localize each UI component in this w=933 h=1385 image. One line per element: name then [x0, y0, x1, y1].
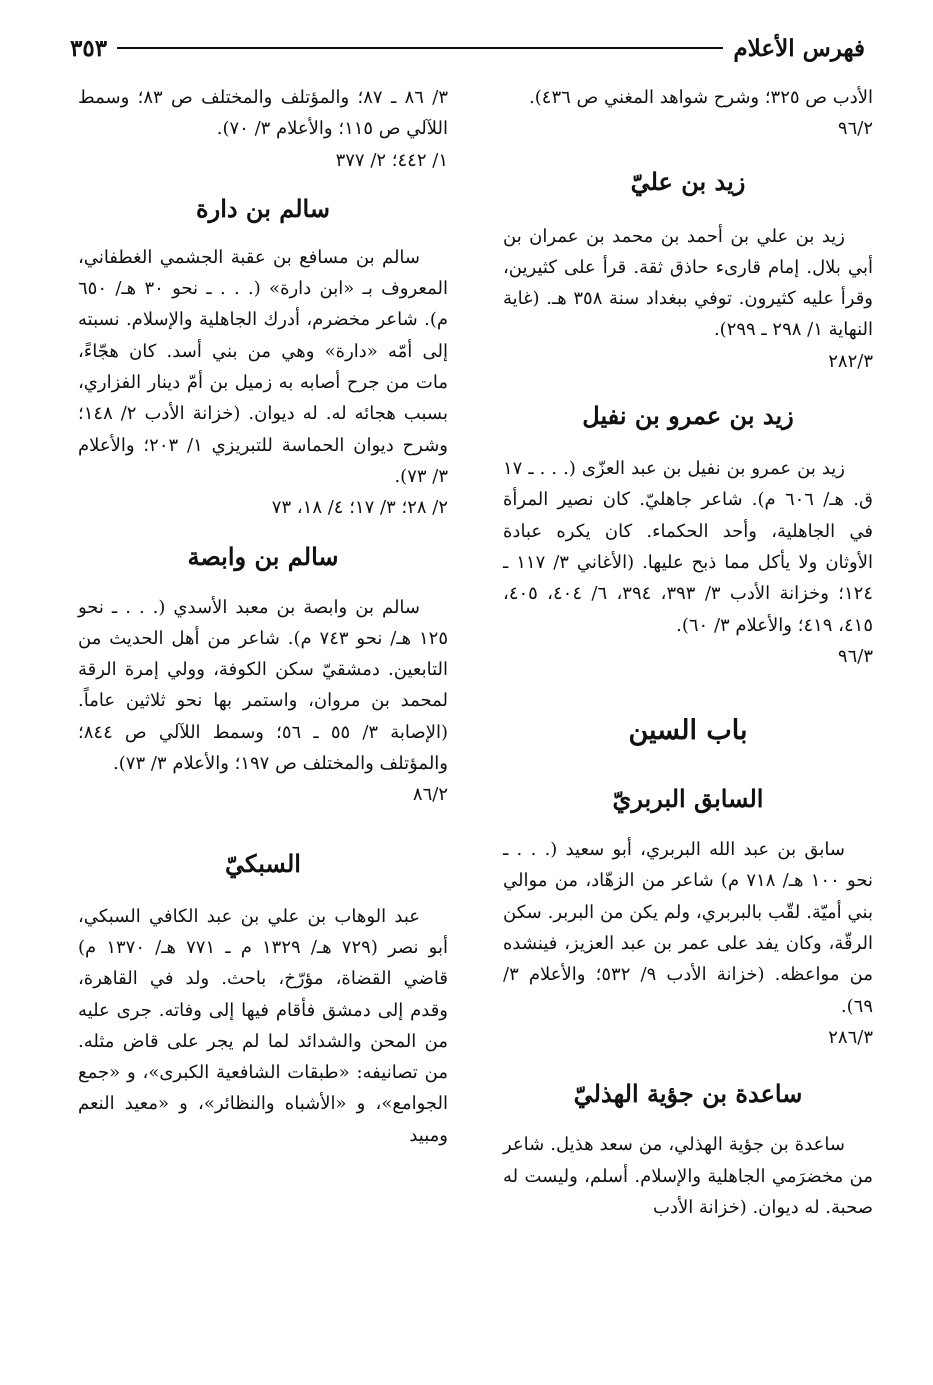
entry-body: سابق بن عبد الله البربري، أبو سعيد (. . . ـ نحو ١٠٠ هـ/ ٧١٨ م) شاعر من الزهّاد، من موالي بني أميّة. لقّب بالبربري، ولم يكن من البربر. سكن الرقّة، وكان يفد على عمر بن عبد العزيز، فينشده من مواعظه. (خزانة الأدب ٩/ ٥٣٢؛ والأعلام ٣/ ٦٩).	[503, 839, 873, 1017]
right-column	[503, 82, 873, 1223]
header-rule	[117, 47, 723, 49]
entry-title: السبكيّ	[225, 848, 301, 878]
continued-text: ٣/ ٨٦ ـ ٨٧؛ والمؤتلف والمختلف ص ٨٣؛ وسمط اللآلي ص ١١٥؛ والأعلام ٣/ ٧٠).	[78, 87, 449, 140]
page-reference: ٨٦/٢	[412, 784, 448, 806]
page-reference: ٢٨٦/٣	[828, 1026, 873, 1048]
entry-body: زيد بن علي بن أحمد بن محمد بن عمران بن أبي بلال. إمام قارىء حاذق ثقة. قرأ على كثيرين، وقرأ عليه كثيرون. توفي ببغداد سنة ٣٥٨ هـ. (غاية النهاية ١/ ٢٩٨ ـ ٢٩٩).	[503, 225, 873, 341]
left-column	[78, 82, 448, 1151]
page-header	[70, 30, 865, 66]
entry-body: سالم بن مسافع بن عقبة الجشمي الغطفاني، المعروف بـ «ابن دارة» (. . . ـ نحو ٣٠ هـ/ ٦٥٠ م). شاعر مخضرم، أدرك الجاهلية والإسلام. نسبته إلى أمّه «دارة» وهي من بني أسد. كان هجّاءً، مات من جرح أصابه به زميل بن أمّ دينار الفزاري، بسبب هجائه له. له ديوان. (خزانة الأدب ٢/ ١٤٨؛ وشرح ديوان الحماسة للتبريزي ١/ ٢٠٣؛ والأعلام ٣/ ٧٣).	[78, 246, 448, 487]
entry-body: سالم بن وابصة بن معبد الأسدي (. . . ـ نحو ١٢٥ هـ/ نحو ٧٤٣ م). شاعر من أهل الحديث من التابعين. دمشقيّ سكن الكوفة، وولي إمرة الرقة لمحمد بن مروان، واستمر بها نحو ثلاثين عاماً. (الإصابة ٣/ ٥٥ ـ ٥٦؛ وسمط اللآلي ص ٨٤٤؛ والمؤتلف والمختلف ص ١٩٧؛ والأعلام ٣/ ٧٣).	[78, 596, 448, 775]
page-reference: ٢٨٢/٣	[828, 350, 873, 372]
continued-text: الأدب ص ٣٢٥؛ وشرح شواهد المغني ص ٤٣٦).	[529, 87, 873, 108]
entry-body: زيد بن عمرو بن نفيل بن عبد العزّى (. . . ـ ١٧ ق. هـ/ ٦٠٦ م). شاعر جاهليّ. كان نصير المرأة في الجاهلية، وأحد الحكماء. كان يكره عبادة الأوثان ولا يأكل مما ذبح عليها. (الأغاني ٣/ ١١٧ ـ ١٢٤؛ وخزانة الأدب ٣/ ٣٩٣، ٣٩٤، ٦/ ٤٠٤، ٤٠٥، ٤١٥، ٤١٩؛ والأعلام ٣/ ٦٠).	[503, 458, 874, 636]
entry-title: السابق البربريّ	[612, 784, 764, 814]
page-reference: ١/ ٤٤٢؛ ٢/ ٣٧٧	[335, 149, 448, 171]
entry-title: سالم بن دارة	[196, 193, 330, 223]
entry-title: سالم بن وابصة	[187, 541, 339, 571]
entry-body: عبد الوهاب بن علي بن عبد الكافي السبكي، أبو نصر (٧٢٩ هـ/ ١٣٢٩ م ـ ٧٧١ هـ/ ١٣٧٠ م) قاضي القضاة، مؤرّخ، باحث. ولد في القاهرة، وقدم إلى دمشق فأقام فيها إلى وفاته. جرى عليه من المحن والشدائد لما لم يجر على قاض مثله. من تصانيفه: «طبقات الشافعية الكبرى»، و «جمع الجوامع»، و «الأشباه والنظائر»، و «معيد النعم ومبيد	[78, 905, 448, 1146]
page-reference: ٩٦/٣	[837, 645, 873, 667]
chapter-title: باب السين	[628, 715, 748, 747]
entry-body: ساعدة بن جؤية الهذلي، من سعد هذيل. شاعر من مخضرَمي الجاهلية والإسلام. أسلم، وليست له صحبة. له ديوان. (خزانة الأدب	[503, 1134, 873, 1218]
page-reference: ٢/ ٢٨؛ ٣/ ١٧؛ ٤/ ١٨، ٧٣	[271, 497, 448, 519]
running-title: فهرس الأعلام	[733, 34, 865, 62]
entry-title: زيد بن عليّ	[630, 166, 746, 196]
page-reference: ٩٦/٢	[837, 118, 873, 140]
entry-title: ساعدة بن جؤية الهذليّ	[573, 1079, 803, 1109]
page-number: ٣٥٣	[70, 34, 108, 62]
entry-title: زيد بن عمرو بن نفيل	[582, 401, 794, 431]
